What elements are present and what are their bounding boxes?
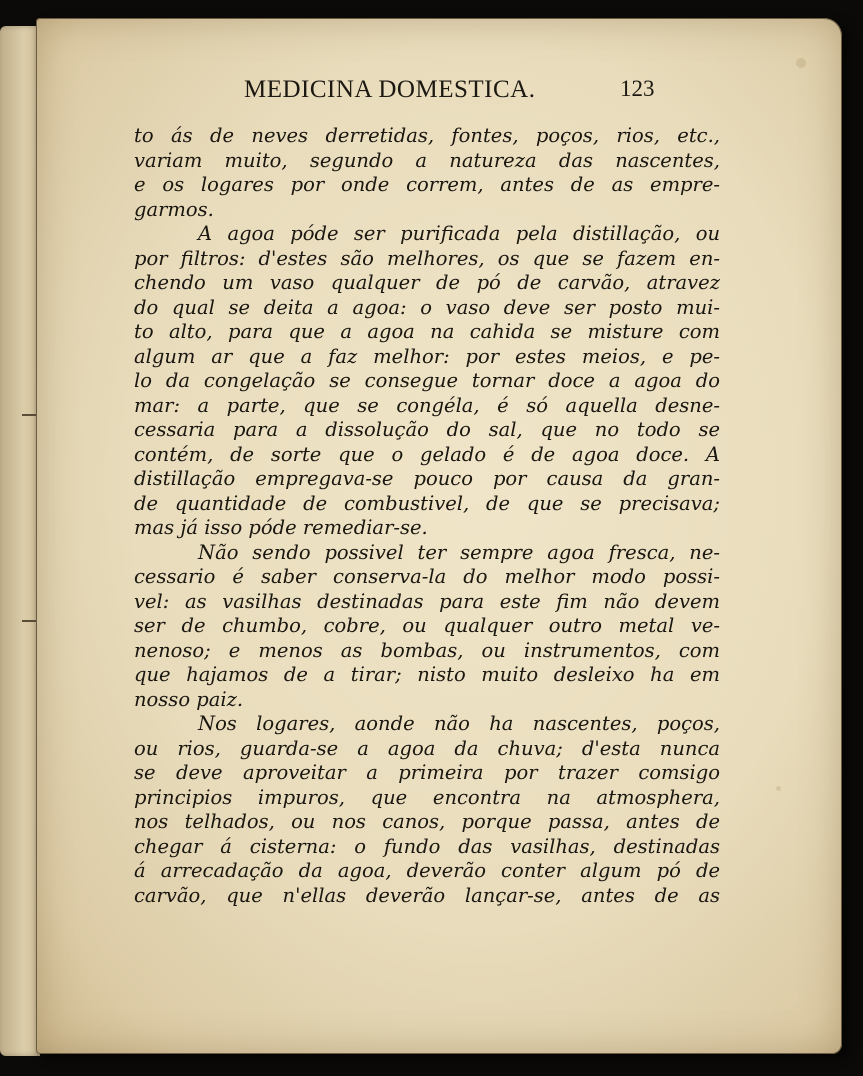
text-line: nos telhados, ou nos canos, porque passa, antes de bbox=[134, 810, 720, 833]
page-header bbox=[36, 76, 842, 116]
page-number: 123 bbox=[620, 76, 655, 101]
paper-stain bbox=[796, 58, 806, 68]
text-line: á arrecadação da agoa, deverão conter algum pó de bbox=[134, 859, 720, 882]
text-line: chegar á cisterna: o fundo das vasilhas, destinadas bbox=[134, 834, 720, 858]
text-line: contém, de sorte que o gelado é de agoa doce. A bbox=[134, 442, 720, 466]
text-line: que hajamos de a tirar; nisto muito desleixo ha em bbox=[134, 663, 720, 686]
text-line: variam muito, segundo a natureza das nascentes, bbox=[134, 148, 720, 172]
text-line: garmos. bbox=[134, 197, 214, 221]
text-line: Nos logares, aonde não ha nascentes, poços, bbox=[198, 712, 720, 735]
text-line: cessaria para a dissolução do sal, que no todo se bbox=[134, 418, 720, 441]
text-line: to ás de neves derretidas, fontes, poços, rios, etc., bbox=[134, 124, 720, 147]
text-line: mas já isso póde remediar-se. bbox=[134, 516, 428, 539]
text-line: nosso paiz. bbox=[134, 687, 244, 711]
text-line: vel: as vasilhas destinadas para este fim não devem bbox=[134, 589, 720, 613]
text-line: nenoso; e menos as bombas, ou instrumentos, com bbox=[134, 638, 720, 662]
text-line: de quantidade de combustivel, de que se precisava; bbox=[134, 491, 720, 515]
text-line: por filtros: d'estes são melhores, os que se fazem en- bbox=[134, 246, 720, 270]
book-page bbox=[36, 18, 842, 1054]
text-line: mar: a parte, que se congéla, é só aquella desne- bbox=[134, 393, 720, 417]
text-line: lo da congelação se consegue tornar doce a agoa do bbox=[134, 369, 720, 392]
text-line: ou rios, guarda-se a agoa da chuva; d'esta nunca bbox=[134, 736, 720, 760]
text-line: carvão, que n'ellas deverão lançar-se, antes de as bbox=[134, 883, 720, 907]
previous-page-edge bbox=[0, 26, 40, 1056]
paper-stain bbox=[776, 786, 781, 791]
text-line: A agoa póde ser purificada pela distillação, ou bbox=[198, 222, 720, 245]
text-line: algum ar que a faz melhor: por estes meios, e pe- bbox=[134, 344, 720, 368]
text-line: principios impuros, que encontra na atmosphera, bbox=[134, 785, 720, 809]
text-line: to alto, para que a agoa na cahida se misture com bbox=[134, 320, 720, 343]
text-line: ser de chumbo, cobre, ou qualquer outro metal ve- bbox=[134, 614, 720, 637]
body-text bbox=[134, 124, 720, 908]
text-line: e os logares por onde correm, antes de as empre- bbox=[134, 173, 720, 196]
running-title: MEDICINA DOMESTICA. bbox=[244, 76, 536, 103]
text-line: chendo um vaso qualquer de pó de carvão, atravez bbox=[134, 271, 720, 294]
text-line: do qual se deita a agoa: o vaso deve ser posto mui- bbox=[134, 295, 720, 319]
text-line: se deve aproveitar a primeira por trazer comsigo bbox=[134, 761, 720, 784]
text-line: distillação empregava-se pouco por causa da gran- bbox=[134, 467, 720, 490]
text-line: cessario é saber conserva-la do melhor modo possi- bbox=[134, 565, 720, 588]
text-line: Não sendo possivel ter sempre agoa fresca, ne- bbox=[198, 540, 720, 564]
